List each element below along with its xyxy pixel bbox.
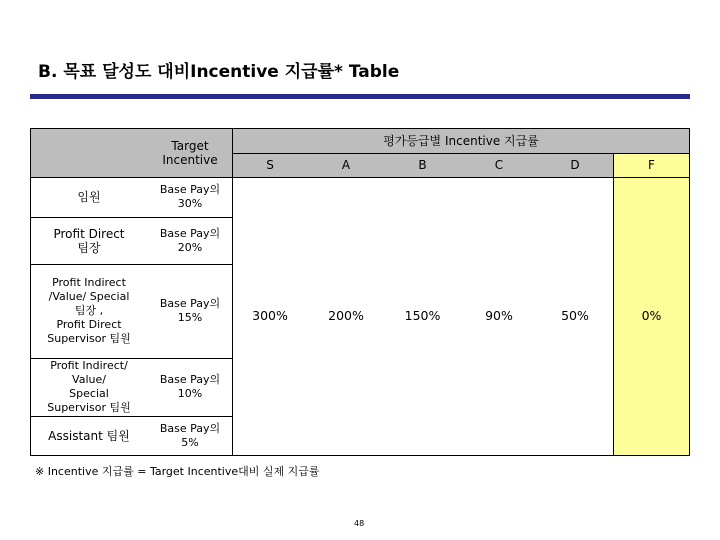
page-number: 48 bbox=[354, 519, 365, 528]
rate-a: 200% bbox=[328, 308, 364, 323]
row-label-line: Profit Direct bbox=[53, 226, 125, 241]
row-label-line: Profit Direct bbox=[56, 318, 122, 331]
rate-s: 300% bbox=[252, 308, 288, 323]
header-target-block bbox=[30, 128, 232, 177]
target-line: Base Pay의 bbox=[159, 183, 221, 196]
row-label-line: Value/ bbox=[72, 373, 106, 386]
row-label-line: Supervisor 팀원 bbox=[47, 332, 131, 345]
row-label-profit-direct-lead bbox=[30, 217, 148, 264]
row-label-line: Special bbox=[69, 387, 109, 400]
title-rule bbox=[30, 94, 690, 99]
row-label-line: /Value/ Special bbox=[48, 290, 130, 303]
grade-b: B bbox=[418, 158, 427, 172]
target-line: Base Pay의 bbox=[159, 297, 221, 310]
target-line: 15% bbox=[177, 311, 203, 324]
header-group-label: 평가등급별 Incentive 지급률 bbox=[383, 133, 539, 148]
rate-d: 50% bbox=[561, 308, 589, 323]
row-label-line: Supervisor 팀원 bbox=[47, 401, 131, 414]
row-label-line: Profit Indirect bbox=[52, 276, 126, 289]
row-label-profit-indirect-member bbox=[30, 358, 148, 416]
target-line: Base Pay의 bbox=[159, 226, 221, 240]
row-label-line: 임원 bbox=[77, 190, 101, 204]
rate-f: 0% bbox=[641, 308, 662, 323]
row-label-profit-indirect-lead bbox=[30, 264, 148, 358]
target-line: Base Pay의 bbox=[159, 373, 221, 386]
target-line: 20% bbox=[177, 240, 203, 254]
row-label-line: Assistant 팀원 bbox=[48, 428, 130, 443]
header-target-line2: Incentive bbox=[162, 152, 218, 167]
target-line: Base Pay의 bbox=[159, 421, 221, 435]
rate-c: 90% bbox=[485, 308, 513, 323]
row-target-profit-indirect-lead bbox=[148, 264, 232, 358]
row-label-line: 팀장 , bbox=[74, 304, 104, 317]
header-target-line1: Target bbox=[171, 138, 209, 153]
target-line: 10% bbox=[177, 387, 203, 400]
row-target-executive bbox=[148, 177, 232, 217]
row-label-line: Profit Indirect/ bbox=[50, 359, 128, 372]
grade-s: S bbox=[266, 158, 274, 172]
row-target-profit-direct-lead bbox=[148, 217, 232, 264]
rate-b: 150% bbox=[404, 308, 441, 323]
row-label-assistant bbox=[30, 416, 148, 455]
target-line: 30% bbox=[177, 197, 203, 210]
grade-f: F bbox=[648, 158, 655, 172]
header-group bbox=[232, 128, 690, 153]
row-label-executive bbox=[30, 177, 148, 217]
row-label-line: 팀장 bbox=[77, 240, 101, 255]
page-title: B. 목표 달성도 대비Incentive 지급률* Table bbox=[38, 62, 400, 82]
grade-d: D bbox=[570, 158, 580, 172]
target-line: 5% bbox=[181, 435, 199, 449]
footnote: ※ Incentive 지급률 = Target Incentive대비 실제 지급률 bbox=[35, 465, 320, 478]
row-target-profit-indirect-member bbox=[148, 358, 232, 416]
grade-c: C bbox=[494, 158, 504, 172]
row-target-assistant bbox=[148, 416, 232, 455]
grade-a: A bbox=[341, 158, 351, 172]
